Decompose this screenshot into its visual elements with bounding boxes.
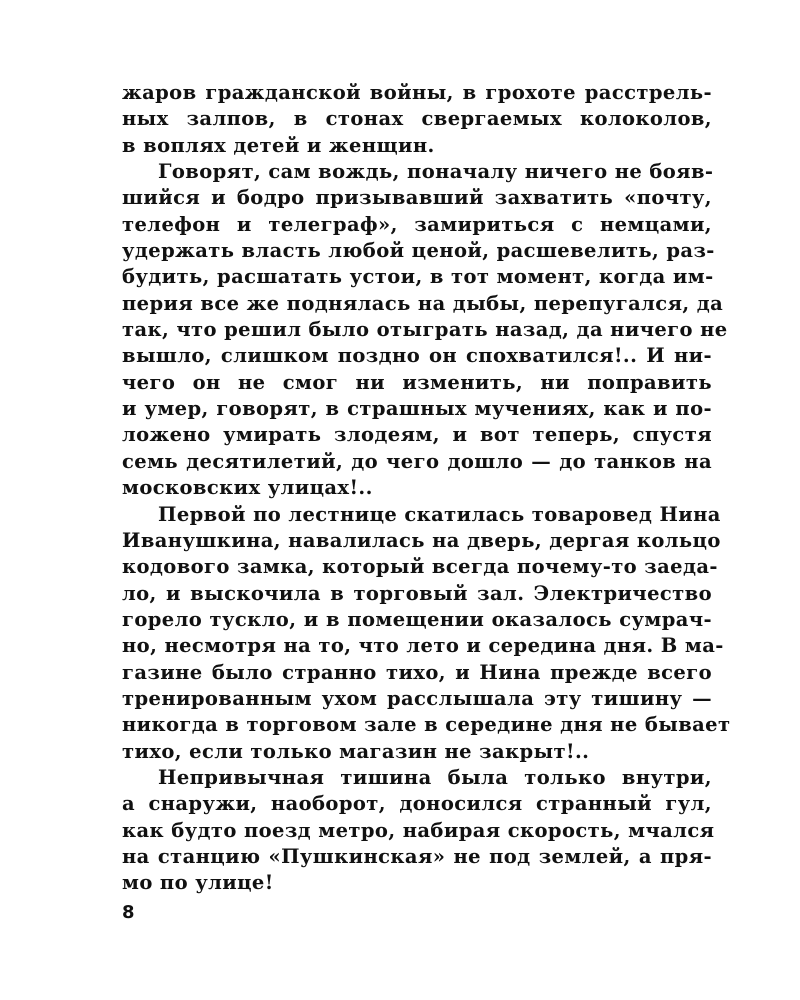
text-line: кодового замка, который всегда почему-то заеда-	[122, 555, 718, 579]
text-line: семь десятилетий, до чего дошло — до танков на	[122, 449, 712, 473]
page-number: 8	[122, 902, 135, 923]
text-line: шийся и бодро призывавший захватить «почту,	[122, 186, 712, 210]
text-line: и умер, говорят, в страшных мучениях, как и по-	[122, 397, 712, 421]
text-line: Первой по лестнице скатилась товаровед Нина	[158, 502, 721, 526]
text-line: а снаружи, наоборот, доносился странный гул,	[122, 792, 712, 816]
text-line: ложено умирать злодеям, и вот теперь, спустя	[122, 423, 712, 447]
text-line: Говорят, сам вождь, поначалу ничего не бояв-	[158, 160, 714, 184]
text-line: в воплях детей и женщин.	[122, 133, 435, 157]
text-line: на станцию «Пушкинская» не под землей, а пря-	[122, 844, 712, 868]
text-line: ло, и выскочила в торговый зал. Электричество	[122, 581, 712, 605]
text-line: московских улицах!..	[122, 476, 373, 500]
text-line: но, несмотря на то, что лето и середина дня. В ма-	[122, 634, 724, 658]
page-text	[122, 80, 731, 897]
text-line: Иванушкина, навалилась на дверь, дергая кольцо	[122, 528, 721, 552]
text-line: чего он не смог ни изменить, ни поправить	[122, 370, 712, 394]
text-line: тихо, если только магазин не закрыт!..	[122, 739, 590, 763]
text-line: так, что решил было отыграть назад, да ничего не	[122, 318, 728, 342]
text-line: перия все же поднялась на дыбы, перепугался, да	[122, 291, 724, 315]
text-line: жаров гражданской войны, в грохоте расстрель-	[122, 81, 712, 104]
text-line: как будто поезд метро, набирая скорость, мчался	[122, 818, 715, 842]
text-line: газине было странно тихо, и Нина прежде всего	[122, 660, 712, 684]
text-line: будить, расшатать устои, в тот момент, когда им-	[122, 265, 714, 289]
text-line: ных залпов, в стонах свергаемых колоколов,	[122, 107, 712, 131]
text-line: Непривычная тишина была только внутри,	[158, 765, 712, 789]
text-line: телефон и телеграф», замириться с немцами,	[122, 212, 712, 236]
text-line: горело тускло, и в помещении оказалось сумрач-	[122, 607, 712, 631]
text-line: удержать власть любой ценой, расшевелить, раз-	[122, 239, 715, 263]
text-line: тренированным ухом расслышала эту тишину —	[122, 686, 712, 710]
text-line: мо по улице!	[122, 871, 274, 895]
text-line: вышло, слишком поздно он спохватился!.. И ни-	[122, 344, 712, 368]
text-line: никогда в торговом зале в середине дня не бывает	[122, 713, 731, 737]
